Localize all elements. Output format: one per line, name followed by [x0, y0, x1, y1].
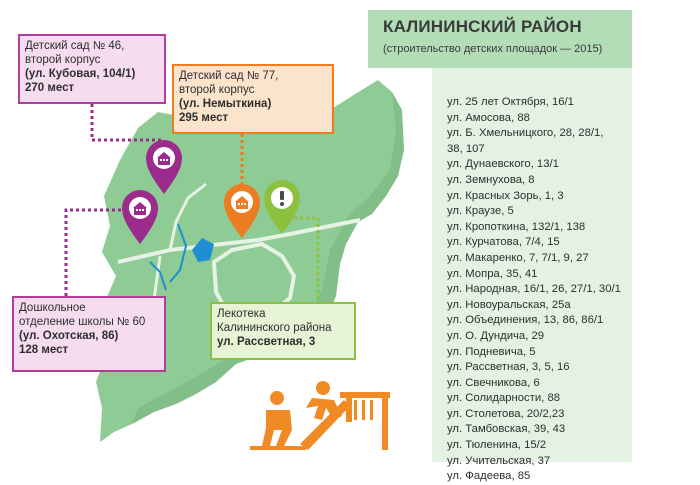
exclamation-icon	[280, 191, 284, 206]
street-item: ул. О. Дундича, 29	[447, 329, 545, 342]
street-item: ул. Земнухова, 8	[447, 173, 535, 186]
callout-line: Лекотека	[217, 308, 266, 320]
callout-address: ул. Рассветная, 3	[217, 336, 316, 348]
street-item: ул. Б. Хмельницкого, 28, 28/1,	[447, 127, 604, 140]
callout-line: Детский сад № 77,	[179, 70, 279, 82]
callout-lekoteka	[210, 302, 356, 360]
street-item: ул. Фадеева, 85	[447, 470, 531, 483]
street-item: ул. 25 лет Октября, 16/1	[447, 96, 574, 108]
street-item: ул. Столетова, 20/2,23	[447, 407, 565, 420]
callout-kindergarten-46	[18, 34, 166, 104]
callout-capacity: 128 мест	[19, 344, 69, 356]
street-item: ул. Курчатова, 7/4, 15	[447, 236, 560, 249]
street-list	[447, 95, 621, 485]
callout-line: Калининского района	[217, 322, 332, 334]
street-item: ул. Новоуральская, 25а	[447, 298, 571, 311]
callout-line: отделение школы № 60	[19, 316, 146, 328]
callout-school-60	[12, 296, 166, 372]
callout-address: (ул. Кубовая, 104/1)	[25, 68, 136, 80]
callout-line: Дошкольное	[19, 302, 86, 314]
street-item: ул. Макаренко, 7, 7/1, 9, 27	[447, 251, 589, 264]
slide-playground-icon	[250, 381, 390, 450]
street-item: ул. Объединения, 13, 86, 86/1	[447, 314, 604, 327]
street-item: ул. Кропоткина, 132/1, 138	[447, 220, 586, 233]
callout-address: (ул. Охотская, 86)	[19, 330, 119, 342]
street-item: ул. Свечникова, 6	[447, 376, 540, 389]
callout-line: Детский сад № 46,	[25, 40, 125, 52]
street-item: ул. Дунаевского, 13/1	[447, 158, 559, 171]
street-item: ул. Тюленина, 15/2	[447, 439, 547, 452]
street-item: ул. Красных Зорь, 1, 3	[447, 189, 564, 202]
callout-line: второй корпус	[25, 54, 101, 66]
callout-kindergarten-77	[172, 64, 334, 134]
street-item: ул. Рассветная, 3, 5, 16	[447, 361, 570, 374]
street-item: ул. Солидарности, 88	[447, 392, 561, 405]
callout-capacity: 270 мест	[25, 82, 75, 94]
street-item: ул. Амосова, 88	[447, 111, 530, 124]
callout-address: (ул. Немыткина)	[179, 98, 272, 110]
street-item: ул. Учительская, 37	[447, 454, 551, 467]
street-item: 38, 107	[447, 142, 485, 155]
street-item: ул. Тамбовская, 39, 43	[447, 423, 566, 436]
page-subtitle: (строительство детских площадок — 2015)	[383, 43, 603, 55]
street-item: ул. Мопра, 35, 41	[447, 267, 538, 280]
callout-line: второй корпус	[179, 84, 255, 96]
street-item: ул. Подневича, 5	[447, 345, 536, 358]
street-item: ул. Краузе, 5	[447, 205, 514, 218]
page-title: КАЛИНИНСКИЙ РАЙОН	[383, 17, 582, 36]
callout-capacity: 295 мест	[179, 112, 229, 124]
street-item: ул. Народная, 16/1, 26, 27/1, 30/1	[447, 283, 621, 296]
district-area	[96, 80, 404, 442]
